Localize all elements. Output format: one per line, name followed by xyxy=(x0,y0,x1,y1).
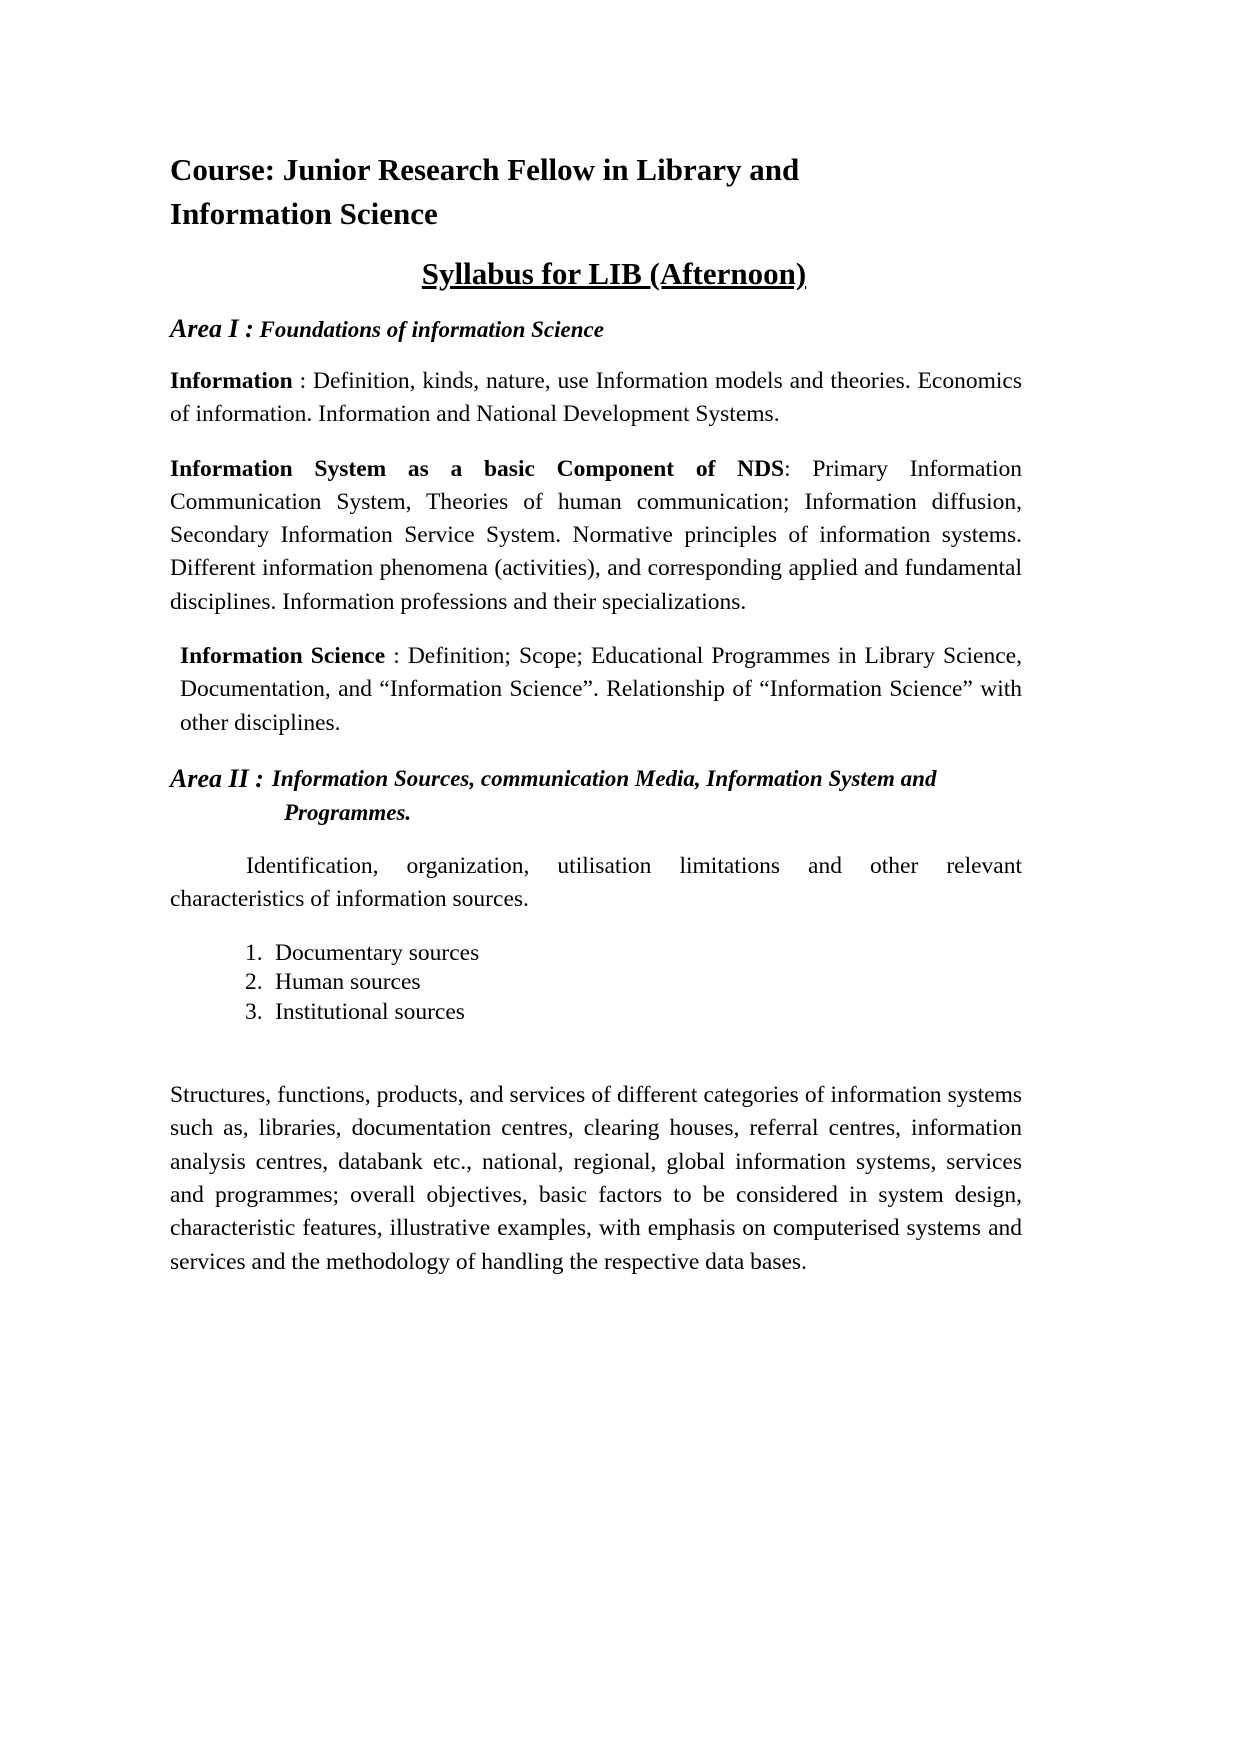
sources-list xyxy=(170,939,1022,1028)
information-science-term: Information Science xyxy=(180,643,386,670)
area-2-label: Area II : xyxy=(170,763,264,793)
list-item-label: Documentary sources xyxy=(275,939,480,966)
area-1-title: Foundations of information Science xyxy=(259,317,604,342)
list-item-number: 1. xyxy=(245,939,263,966)
list-item-number: 3. xyxy=(245,998,263,1025)
document-content xyxy=(170,148,1022,1279)
list-item-label: Institutional sources xyxy=(275,998,465,1025)
structures-paragraph: Structures, functions, products, and services of different categories of information systems such as, libraries, documentation centres, clearing houses, referral centres, information analysis centres, databank etc., national, regional, global information systems, services and programmes; overall objectives, basic factors to be considered in system design, characteristic features, illustrative examples, with emphasis on computerised systems and services and the methodology of handling the respective data bases. xyxy=(170,1082,1022,1275)
list-item-number: 2. xyxy=(245,969,263,996)
area-2-title-line2: Programmes xyxy=(284,799,406,825)
area-2-title-end: . xyxy=(405,799,412,825)
list-item xyxy=(245,968,1022,998)
information-system-paragraph xyxy=(170,453,1022,619)
list-item-label: Human sources xyxy=(275,969,421,996)
information-science-paragraph xyxy=(180,640,1022,740)
course-title: Course: Junior Research Fellow in Library and Information Science xyxy=(170,152,800,231)
information-term: Information xyxy=(170,368,293,394)
area-1-heading xyxy=(170,314,1022,345)
sources-intro-paragraph: Identification, organization, utilisation limitations and other relevant characteristics of information sources. xyxy=(170,852,1022,913)
list-item xyxy=(245,939,1022,969)
syllabus-title: Syllabus for LIB (Afternoon) xyxy=(421,256,807,291)
information-system-text: : Primary Information Communication System, Theories of human communication; Information diffusion, Secondary Information Service System. Normative principles of information systems. Different information phenomena (activities), and corresponding applied and fundamental disciplines. Information professions and their specializations. xyxy=(170,455,1022,615)
information-science-text: : Definition; Scope; Educational Programmes in Library Science, Documentation, and “Information Science”. Relationship of “Information Science” with other disciplines. xyxy=(180,643,1022,736)
information-system-term: Information System as a basic Component of NDS xyxy=(170,455,785,482)
area-2-heading xyxy=(170,762,1022,830)
information-paragraph xyxy=(170,365,1022,432)
area-1-label: Area I : xyxy=(170,314,254,343)
area-2-title-line1: Information Sources, communication Media, Information System and xyxy=(271,765,937,791)
list-item xyxy=(245,998,1022,1028)
information-text: : Definition, kinds, nature, use Information models and theories. Economics of information. Information and National Development Systems. xyxy=(170,368,1022,428)
